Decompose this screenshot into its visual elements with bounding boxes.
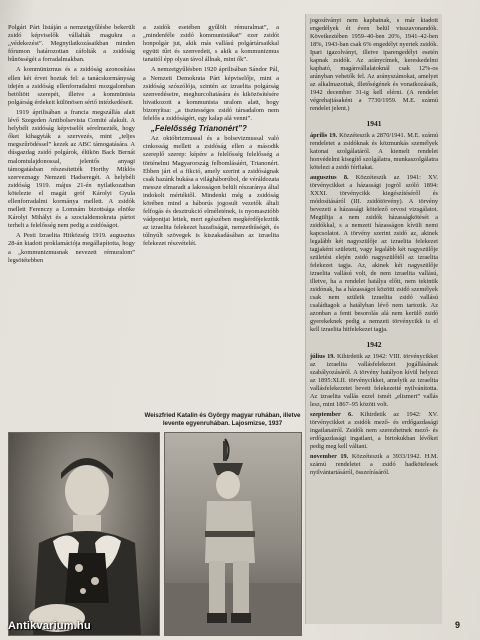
- entry-text: Kihirdetik az 1942: VIII. törvénycikket az izraelita vallásfelekezet jogállásának szabályozásáról. A törvény hatályon kívül helyezi az 1895:XLII. törvénycikket, amelyik az izraelita vallásfelekezetet bevett felekezetté nyilvánította. Az izraelita vallás ezzel ismét „elismert” vallás lesz, mint 1867–95 között volt.: [310, 353, 438, 408]
- sidebar-intro: jogosítványt nem kaphatnak, s már kiadott engedélyek ét éven belül visszavonandók. Következtében 1959–40-ben 20%, 1941–42-ben 18%, 1943-ban csak 6% engedélyt nyertek zsidók. Ipari igazolványt, illetve iparengedélyt esetén kapnak zsidók. Az aránycímek, kereskedelmi kapható, magánvállalatoknál csak 12%-os arányban vehetők fel. Az arányszámokat, amelyet az alkalmazottak, illetőségének és vonatkozásaik, 1942 december 31-ig kell elérni. (A rendelet végrehajtásaként a 7730/1959. M.E. számú rendelet jelent.): [310, 17, 438, 112]
- entry-date: szeptember 6.: [310, 411, 353, 418]
- section-heading: „Felelősség Trianonért”?: [151, 124, 247, 134]
- text-column-middle: [143, 24, 279, 414]
- paragraph: a zsidók esetében gyűlölt rémuralmat”, a „mindenféle zsidó kommunistákat” ezer zsidót honpolgár jut, akik más vallású polgártársaikkal együtt tűrt és szenvedett, s akik a kommunizmus tanaitól épp olyan távol állnak, mint ők”.: [143, 24, 279, 64]
- entry-text: Kihirdetik az 1942: XV. törvénycikket a zsidók mező- és erdőgazdasági ingatlanairól. Zsidók nem szerezhetnek mező- és erdőgazdasági ingatlant, a birtokukban lévőket pedig meg kell váltani.: [310, 411, 438, 450]
- photo-caption: Weiszfried Katalin és György magyar ruhában, illetve levente egyenruhában. Lajosmizse, 1937: [144, 412, 301, 427]
- chronology-entry: [310, 174, 438, 334]
- watermark: Antikvarium.hu: [8, 620, 91, 632]
- entry-date: július 19.: [310, 353, 335, 360]
- photo-girl-in-hungarian-dress: [8, 432, 160, 636]
- paragraph: Polgári Párt listáján a nemzetgyűlésbe bekerült zsidó képviselők vállalták magukra a „védekezést”. Megnyilatkozásaikban minden fórumon határozottan cáfolták a zsidóság bűnösségét a forradalmakban.: [8, 24, 135, 64]
- paragraph: Az októbrizmussal és a bolsevizmussal való cinkosság mellett a zsidóság ellen a második szereplő szerep: képére a felelősség felelősség a történelmi Magyarország felbomlásáért, Trianonért. Ebben járt el a fikció, amely szerint a zsidóságnak csak hazánk bukása a világháborúbol, de véráldozata messze elmaradt a lakosságon belüli részaránya által indokolt mértéktől. Mindenki még a zsidóság körében mind a háborús jogosult vezetők általi felfogás és desztrukció elméletének, is nyomasztóbb vádpontjai lettek, mert egészében megkérdőjeleztük az izraelita felekezet hazafiságát, nemzethűségét, és túlnyúlt szövegek is kiszakadásában az izraelita felekezet részvételét.: [143, 135, 279, 248]
- chronology-entry: [310, 353, 438, 409]
- entry-text: Közzéteszik az 1941: XV. törvénycikket a házassági jogról szóló 1894: XXXI. törvénycikk kiegészítéséről és módosításáról (III. zsidótörvény). A törvény bevezeti a házassági kötelező orvosi vizsgálatot. Megtiltja a nem zsidók házasságkötését a zsidókkal, s a nemzeti házasságon kívüli nemi kapcsolatot. A törvény szerint zsidó az, akinek legalább két nagyszülője az izraelita felekezet tagjaként született, vagy legalább két nagyszülője születési elején zsidó nagyszülőtől az izraelita felekezet tagja. Az, akinek két nagyszülője izraelita vallású volt, de nem izraelita vallású, illetve, ha a rendelet hatálya előtt, nem tekintik zsidónak, ha a házasságot közötti zsidó személyek csak nem szüleik izraelita zsidó vallású családtagok a hatályban lévő nem tartozik. Az azonban a fenti besorolás alá nem kerülő zsidó gyerekeknek pedig a nemzeti törvénycikk is el kell izraelita hitfelekezet tagja.: [310, 174, 439, 333]
- paragraph: 1919 áprilisában a francia megszállás alatt lévő Szegeden Antibolsevista Comité alakult. A helybéli zsidóság képviselői sérelmezték, hogy őket kihagyták a szervezés, mint „teljes megszűrödéssel” kezek az ABC támogatására. A dúsgazdag zsidó polgárok, élükön Back Bernát malomtulajdonossal, jelentős anyagi támogatásban részesítették Horthy Miklós szerveznagy Nemzeti Hadseregét. A helybéli zsidóság 1919. május 21-én nyilatkozatban kötelezte el magát gróf Károlyi Gyula ellenforradalmi kormánya mellett. A zsidók mellett Ferenczy a Lomnám bizottsága elnöke Károlyi Mihályt és a szocialdemokrata pártot terhelt a felelősség nem pedig a zsidóságot.: [8, 108, 135, 230]
- paragraph: A Pesti Izraelita Hitközség 1919. augusztus 28-án kiadott proklamációja megállapította, hogy a „kommunizmusnak nevezett rémuralom” legsötétebben: [8, 232, 135, 264]
- entry-date: augusztus 8.: [310, 174, 349, 181]
- chronology-sidebar: [305, 14, 442, 624]
- year-heading-1941: 1941: [366, 119, 382, 128]
- entry-date: április 19.: [310, 132, 338, 139]
- boy-portrait-illustration: [165, 433, 301, 635]
- photo-boy-in-levente-uniform: [164, 432, 302, 636]
- chronology-entry: [310, 453, 438, 477]
- entry-text: Közzéteszik a 3933/1942. H.M. számú rendeletet a zsidó hadkötelesek nyilvántartásáról, összeírásáról.: [310, 453, 439, 476]
- year-heading-1942: 1942: [366, 340, 382, 349]
- girl-portrait-illustration: [9, 433, 159, 635]
- entry-date: november 19.: [310, 453, 349, 460]
- text-column-left: [8, 24, 135, 414]
- page-number: 9: [454, 620, 460, 630]
- entry-text: Közzéteszik a 2870/1941. M.E. számú rendeletet a zsidóknak és közmunkás személyek katonai szolgálatáról. A kiemelt rendelet honvédelmi kisegítő szolgálatra, munkaszolgálatra kötelezi a zsidó férfiakat.: [310, 132, 439, 171]
- paragraph: A kommünizmus és a zsidóság azonosítása ellen két érvet hoztak fel: a tanácskormányság idején a zsidóság ellenforradalmi mozgalomban betöltött szerepét, illetve a kommünista polgárság érdekeit különösen sértő intézkedéseit.: [8, 66, 135, 106]
- chronology-entry: [310, 132, 438, 172]
- chronology-entry: [310, 411, 438, 451]
- paragraph: A nemzetgyűlésben 1920 áprilisában Sándor Pál, a Nemzeti Demokrata Párt képviselője, mint a zsidóság szószólója, szintén az izraelita polgárság szenvedéseire, meghurcoltatására és kiközösítésére hivatkozott a kommunista uralom alatt, hogy bizonyítsa: „a tisztességes zsidó társadalom nem felelős a zsidóságért, egy kalap alá venni”.: [143, 66, 279, 123]
